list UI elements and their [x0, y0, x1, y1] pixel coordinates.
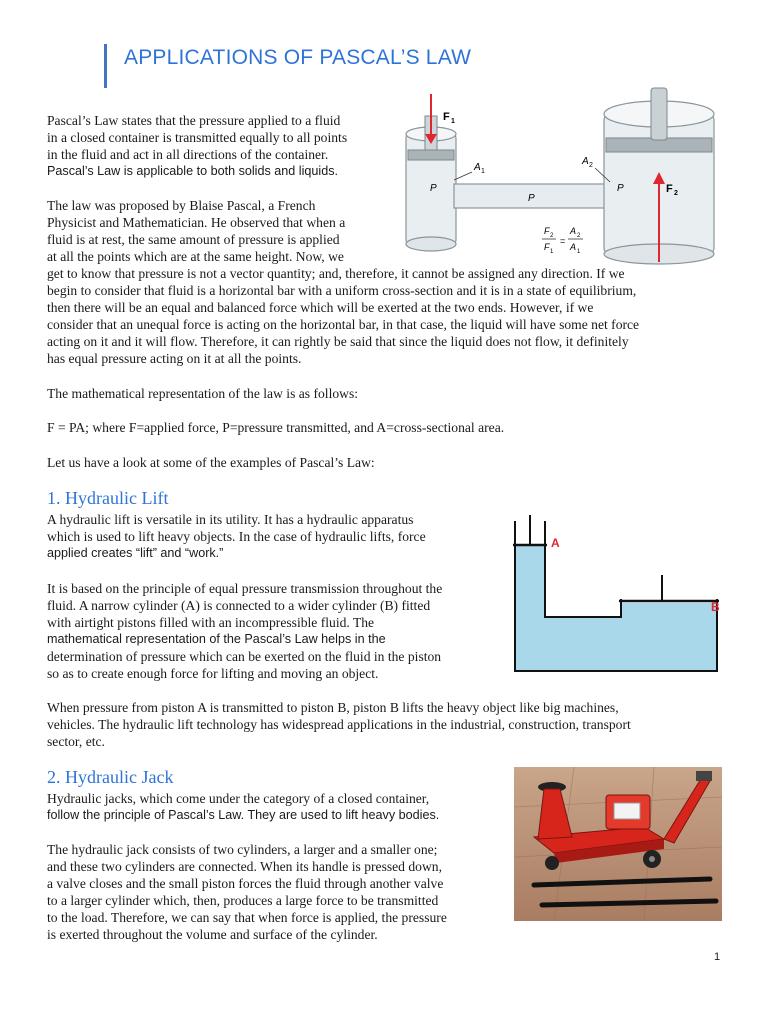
svg-text:F: F	[544, 242, 550, 252]
svg-text:2: 2	[577, 233, 581, 239]
svg-text:=: =	[560, 236, 566, 246]
hydraulic-lift-heading: 1. Hydraulic Lift	[47, 488, 169, 508]
history-line: Physicist and Mathematician. He observed that when a	[47, 215, 346, 230]
jack-line: to the load. Therefore, we can say that when force is applied, the pressure	[47, 910, 447, 925]
intro-line: Pascal’s Law is applicable to both solids and liquids.	[47, 164, 338, 178]
history-line: acting on it and it will flow. Therefore, it can rightly be said that since the liquid does not flow, it definitely	[47, 334, 629, 349]
history-line: get to know that pressure is not a vector quantity; and, therefore, it cannot be assigned any direction. If we	[47, 266, 625, 281]
ratio-formula	[542, 226, 583, 255]
math-intro: The mathematical representation of the law is as follows:	[47, 386, 359, 401]
jack-line: follow the principle of Pascal’s Law. They are used to lift heavy bodies.	[47, 808, 440, 822]
history-line: fluid is at rest, the same amount of pressure is applied	[47, 232, 340, 247]
history-line: begin to consider that fluid is a horizontal bar with a uniform cross-section and it is in a state of equilibrium,	[47, 283, 637, 298]
hydraulic-jack-photo	[514, 767, 722, 921]
jack-line: is exerted throughout the volume and surface of the cylinder.	[47, 927, 378, 942]
label-a2-sub: 2	[589, 162, 593, 169]
lift-line: so as to create enough force for lifting and moving an object.	[47, 666, 379, 681]
intro-line: Pascal’s Law states that the pressure applied to a fluid	[47, 113, 341, 128]
label-b: B	[711, 600, 720, 614]
history-line: The law was proposed by Blaise Pascal, a French	[47, 198, 316, 213]
label-a1: A	[474, 162, 481, 173]
svg-text:2: 2	[550, 233, 554, 239]
lift-line: vehicles. The hydraulic lift technology has widespread applications in the industrial, construction, transport	[47, 717, 631, 732]
lift-line: A hydraulic lift is versatile in its utility. It has a hydraulic apparatus	[47, 512, 414, 527]
pascal-law-diagram	[398, 86, 722, 266]
lift-line: with airtight pistons filled with an incompressible fluid. The	[47, 615, 375, 630]
history-line: at all the points which are at the same height. Now, we	[47, 249, 344, 264]
label-p-large: P	[617, 183, 624, 194]
lift-line: which is used to lift heavy objects. In the case of hydraulic lifts, force	[47, 529, 426, 544]
label-p-pipe: P	[528, 193, 535, 204]
label-a2: A	[582, 156, 589, 167]
label-f1-sub: 1	[451, 118, 455, 125]
hydraulic-jack-heading: 2. Hydraulic Jack	[47, 767, 174, 787]
history-line: consider that an unequal force is acting on the horizontal bar, in that case, the liquid will have some net force	[47, 317, 640, 332]
jack-line: and these two cylinders are connected. When its handle is pressed down,	[47, 859, 442, 874]
title-accent-bar	[104, 44, 107, 88]
svg-text:1: 1	[550, 249, 554, 255]
page-title: APPLICATIONS OF PASCAL’S LAW	[124, 46, 472, 69]
label-p-small: P	[430, 183, 437, 194]
label-f1: F	[443, 111, 450, 123]
lift-line: applied creates “lift” and “work.”	[47, 546, 224, 560]
label-f2: F	[666, 183, 673, 195]
lift-line: fluid. A narrow cylinder (A) is connected to a wider cylinder (B) fitted	[47, 598, 431, 613]
formula-text: F = PA; where F=applied force, P=pressure transmitted, and A=cross-sectional area.	[47, 420, 505, 435]
history-line: has equal pressure acting on it at all the points.	[47, 351, 302, 366]
label-a1-sub: 1	[481, 168, 485, 175]
lift-line: mathematical representation of the Pascal’s Law helps in the	[47, 632, 386, 646]
hydraulic-lift-diagram	[505, 513, 731, 681]
jack-line: Hydraulic jacks, which come under the category of a closed container,	[47, 791, 430, 806]
label-a: A	[551, 536, 560, 550]
intro-line: in the fluid and act in all directions of the container.	[47, 147, 329, 162]
lift-line: determination of pressure which can be exerted on the fluid in the piston	[47, 649, 442, 664]
lift-line: sector, etc.	[47, 734, 105, 749]
svg-text:A: A	[570, 226, 577, 236]
jack-line: a valve closes and the small piston forces the fluid through another valve	[47, 876, 444, 891]
examples-intro: Let us have a look at some of the examples of Pascal’s Law:	[47, 455, 375, 470]
label-f2-sub: 2	[674, 190, 678, 197]
history-line: then there will be an equal and balanced force which will be exerted at the two ends. However, if we	[47, 300, 594, 315]
jack-line: to a larger cylinder which, then, produces a large force to be transmitted	[47, 893, 439, 908]
intro-line: in a closed container is transmitted equally to all points	[47, 130, 348, 145]
jack-line: The hydraulic jack consists of two cylinders, a larger and a smaller one;	[47, 842, 438, 857]
page-number: 1	[714, 951, 721, 963]
lift-line: It is based on the principle of equal pressure transmission throughout the	[47, 581, 443, 596]
svg-text:F: F	[544, 226, 550, 236]
svg-text:A: A	[570, 242, 577, 252]
svg-text:1: 1	[577, 249, 581, 255]
lift-line: When pressure from piston A is transmitted to piston B, piston B lifts the heavy object like big machines,	[47, 700, 619, 715]
